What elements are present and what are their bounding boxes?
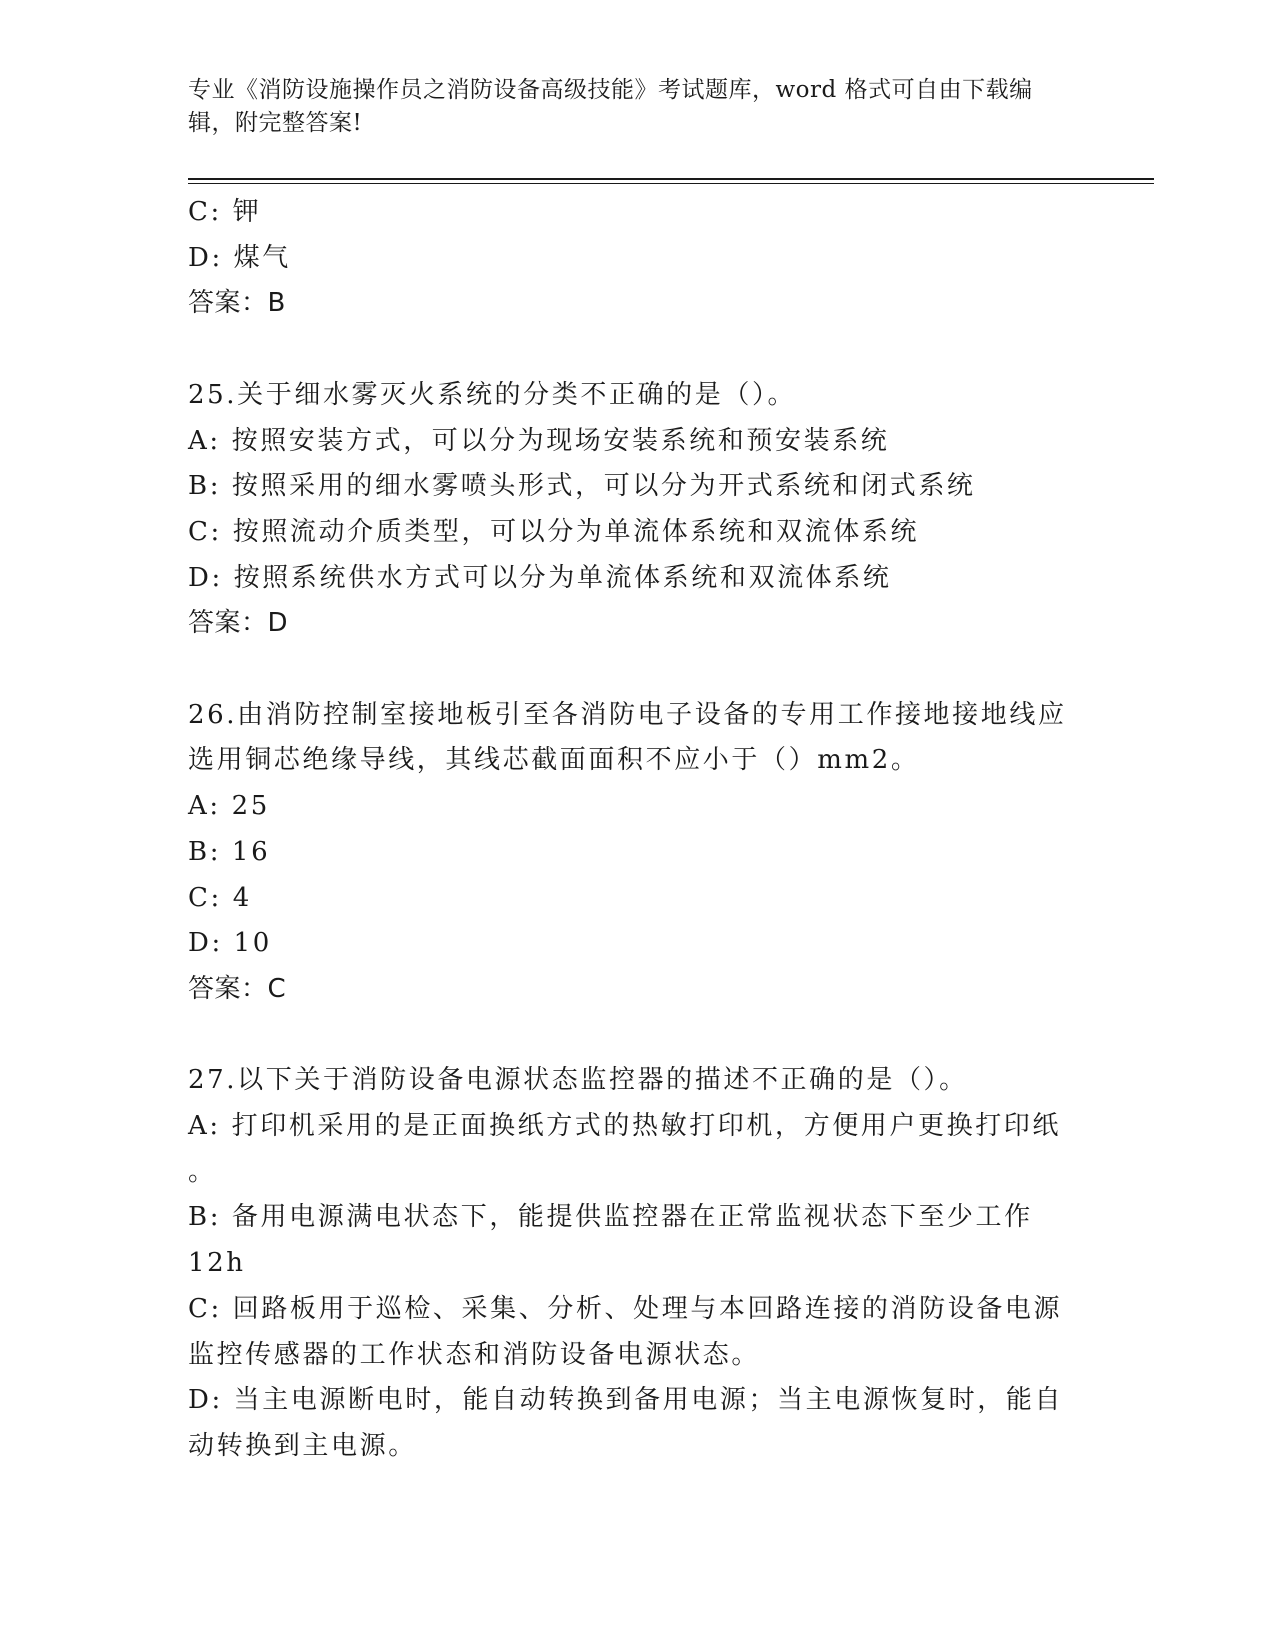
option-a-line-1: A: 打印机采用的是正面换纸方式的热敏打印机，方便用户更换打印纸 <box>188 1111 1062 1142</box>
option-b: B: 16 <box>188 836 271 867</box>
document-body <box>188 190 1088 1470</box>
option-d-line-2: 动转换到主电源。 <box>188 1430 417 1461</box>
option-c: C: 4 <box>188 882 252 913</box>
question-27 <box>188 1058 1088 1469</box>
header-rule-thin <box>188 183 1154 184</box>
answer: 答案：B <box>188 288 286 319</box>
document-header <box>188 74 1068 140</box>
question-25 <box>188 373 1088 647</box>
option-d: D: 煤气 <box>188 242 291 273</box>
option-c-line-1: C: 回路板用于巡检、采集、分析、处理与本回路连接的消防设备电源 <box>188 1293 1063 1324</box>
option-d-line-1: D: 当主电源断电时，能自动转换到备用电源；当主电源恢复时，能自 <box>188 1385 1064 1416</box>
option-a-line-2: 。 <box>188 1156 217 1187</box>
spacer <box>188 327 1088 373</box>
answer: 答案：C <box>188 973 287 1004</box>
spacer <box>188 647 1088 693</box>
question-26 <box>188 693 1088 1013</box>
option-b: B: 按照采用的细水雾喷头形式，可以分为开式系统和闭式系统 <box>188 471 976 502</box>
spacer <box>188 1013 1088 1059</box>
question-stem-line-2: 选用铜芯绝缘导线，其线芯截面面积不应小于（）mm2。 <box>188 745 920 776</box>
option-a: A: 25 <box>188 791 270 822</box>
question-stem: 25.关于细水雾灭火系统的分类不正确的是（）。 <box>188 379 797 410</box>
option-a: A: 按照安装方式，可以分为现场安装系统和预安装系统 <box>188 425 890 456</box>
question-stem: 27.以下关于消防设备电源状态监控器的描述不正确的是（）。 <box>188 1065 968 1096</box>
answer: 答案：D <box>188 608 289 639</box>
option-c: C: 钾 <box>188 197 262 227</box>
option-b-line-2: 12h <box>188 1248 246 1279</box>
option-d: D: 10 <box>188 928 272 959</box>
prev-question-tail <box>188 190 1088 327</box>
option-c-line-2: 监控传感器的工作状态和消防设备电源状态。 <box>188 1339 761 1370</box>
option-d: D: 按照系统供水方式可以分为单流体系统和双流体系统 <box>188 562 892 593</box>
header-line-2: 辑，附完整答案! <box>188 110 363 136</box>
option-c: C: 按照流动介质类型，可以分为单流体系统和双流体系统 <box>188 516 920 547</box>
header-line-1: 专业《消防设施操作员之消防设备高级技能》考试题库，word 格式可自由下载编 <box>188 77 1033 103</box>
question-stem-line-1: 26.由消防控制室接地板引至各消防电子设备的专用工作接地接地线应 <box>188 699 1067 730</box>
header-rule-thick <box>188 178 1154 180</box>
option-b-line-1: B: 备用电源满电状态下，能提供监控器在正常监视状态下至少工作 <box>188 1202 1033 1233</box>
